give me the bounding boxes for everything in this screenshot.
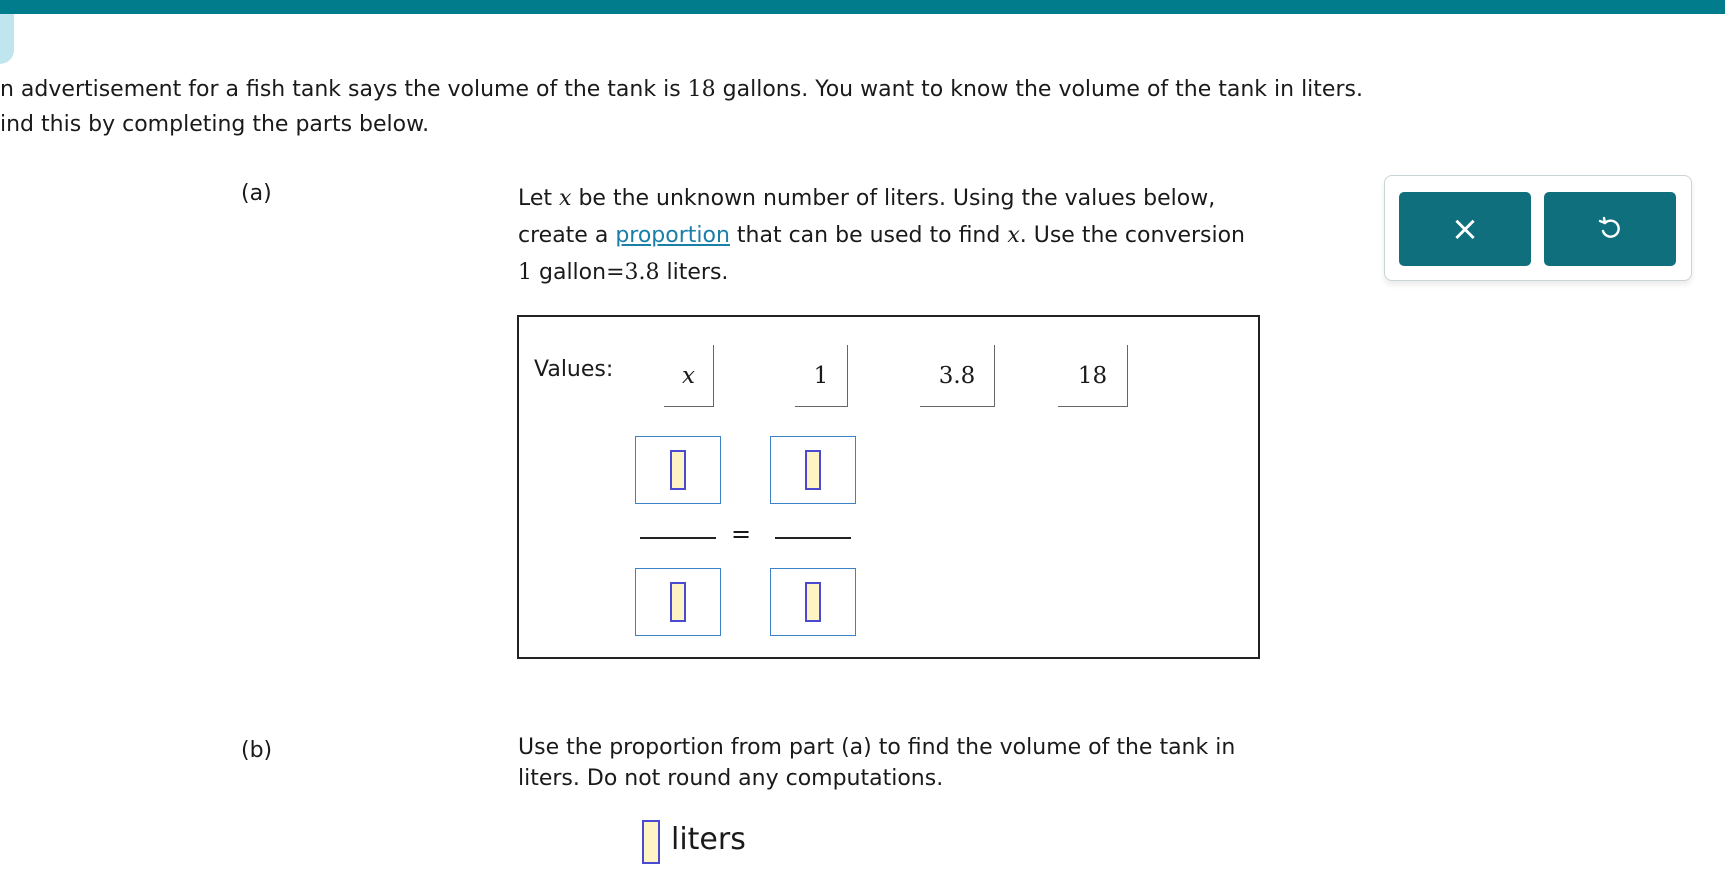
part-a-line-2: create a proportion that can be used to find x. Use the conversion [518,223,1246,248]
answer-unit-label: liters [671,822,746,857]
value-tile-1[interactable]: 1 [795,345,848,407]
part-b-line-1: Use the proportion from part (a) to find the volume of the tank in [518,735,1236,760]
part-b-instructions [518,732,1235,794]
intro-gallons-value: 18 [687,77,716,102]
proportion-workspace [517,315,1260,659]
value-tile-x[interactable]: x [664,345,714,407]
problem-intro [0,72,1363,142]
side-tab[interactable] [0,14,14,64]
undo-icon [1597,216,1623,242]
part-b-label: (b) [241,738,273,763]
part-a-line-3: 1 gallon=3.8 liters. [518,260,729,285]
x-icon: × [1450,209,1480,249]
part-a-instructions [518,180,1245,291]
left-fraction-bar [640,537,716,539]
tool-panel [1384,175,1692,281]
clear-button[interactable] [1399,192,1531,266]
left-denominator-slot[interactable] [635,568,721,636]
value-tile-18[interactable]: 18 [1058,345,1128,407]
left-numerator-slot[interactable] [635,436,721,504]
equals-sign: = [731,520,752,548]
part-b-line-2: liters. Do not round any computations. [518,766,944,791]
values-label: Values: [534,357,614,382]
part-a-line-1: Let x be the unknown number of liters. Using the values below, [518,186,1216,211]
right-fraction-bar [775,537,851,539]
intro-line-1: n advertisement for a fish tank says the volume of the tank is 18 gallons. You want to know the volume of the tank in liters. [0,77,1363,102]
intro-line-2: ind this by completing the parts below. [0,112,430,137]
undo-button[interactable] [1544,192,1676,266]
part-a-label: (a) [241,181,272,206]
value-tile-3.8[interactable]: 3.8 [920,345,995,407]
top-bar [0,0,1725,14]
proportion-link[interactable]: proportion [615,223,730,248]
right-numerator-slot[interactable] [770,436,856,504]
liters-answer-input[interactable] [642,820,660,864]
right-denominator-slot[interactable] [770,568,856,636]
